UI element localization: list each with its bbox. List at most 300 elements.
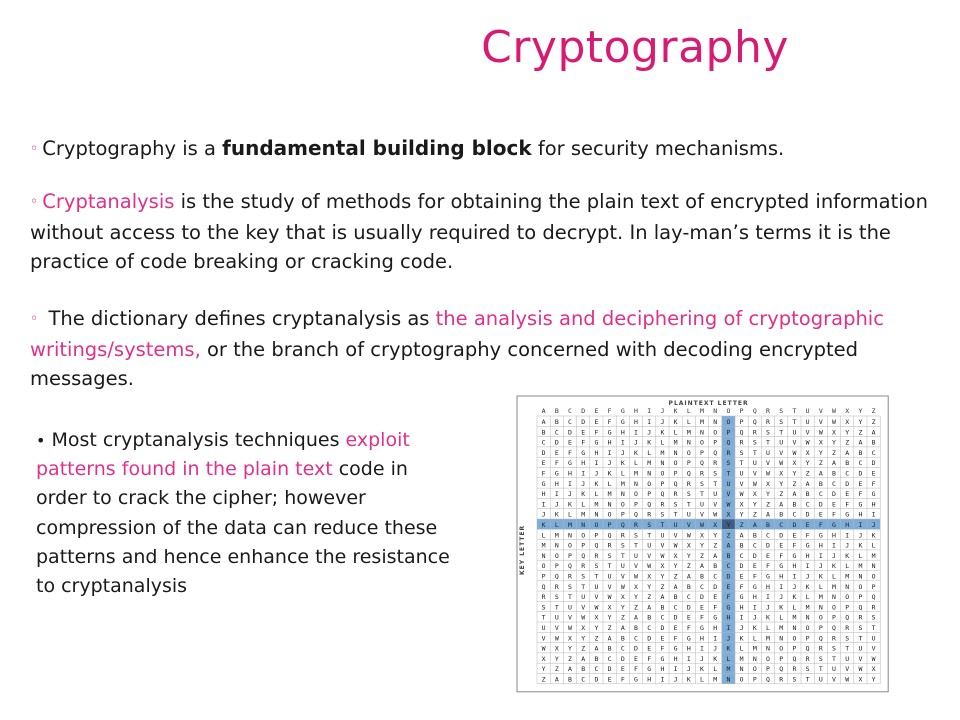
table-cell-letter: E [871, 469, 876, 478]
table-cell-letter: T [673, 510, 678, 519]
table-cell-letter: Z [739, 521, 744, 530]
table-cell-letter: U [845, 654, 850, 663]
table-cell-letter: Z [832, 448, 836, 457]
table-cell-letter: G [752, 582, 757, 591]
table-cell-letter: I [858, 521, 863, 530]
column-header-letter: Q [752, 407, 757, 415]
table-cell-letter: Y [607, 613, 612, 622]
table-cell-letter: Z [634, 603, 638, 612]
table-cell-letter: Y [752, 500, 757, 509]
table-cell-letter: S [766, 428, 770, 437]
column-header-letter: F [607, 407, 612, 415]
table-cell-letter: X [752, 490, 757, 499]
table-cell-letter: O [766, 654, 770, 663]
table-cell-letter: B [541, 428, 546, 437]
table-cell-letter: O [673, 459, 678, 468]
table-cell-letter: U [607, 572, 612, 581]
table-cell-letter: X [581, 624, 586, 633]
table-cell-letter: E [792, 531, 797, 540]
table-cell-letter: S [818, 654, 823, 663]
table-cell-letter: R [620, 531, 625, 540]
table-cell-letter: G [792, 551, 797, 560]
table-cell-letter: D [726, 572, 731, 581]
table-cell-letter: H [805, 551, 810, 560]
table-cell-letter: V [541, 634, 546, 643]
table-cell-letter: Z [845, 438, 850, 447]
table-cell-letter: A [594, 644, 599, 653]
table-cell-letter: G [779, 562, 784, 571]
table-cell-letter: K [607, 469, 612, 478]
table-cell-letter: X [673, 551, 678, 560]
table-cell-letter: V [832, 675, 836, 684]
table-cell-letter: I [739, 613, 744, 622]
table-cell-letter: L [647, 448, 652, 457]
table-cell-letter: H [739, 603, 744, 612]
table-cell-letter: T [581, 582, 586, 591]
table-cell-letter: U [686, 510, 691, 519]
table-cell-letter: F [581, 438, 586, 447]
table-cell-letter: L [541, 531, 546, 540]
table-cell-letter: Q [647, 500, 652, 509]
table-cell-letter: T [686, 500, 691, 509]
bullet-icon: ◦ [30, 311, 39, 327]
table-cell-letter: J [634, 438, 638, 447]
p4-before: Most cryptanalysis techniques [51, 429, 346, 451]
table-cell-letter: W [779, 459, 784, 468]
table-cell-letter: J [858, 531, 863, 540]
table-cell-letter: B [686, 582, 691, 591]
table-cell-letter: C [845, 469, 850, 478]
table-cell-letter: O [726, 418, 731, 427]
table-cell-letter: X [620, 593, 625, 602]
table-cell-letter: J [779, 593, 784, 602]
table-cell-letter: N [805, 613, 810, 622]
table-cell-letter: K [858, 541, 863, 550]
table-cell-letter: G [541, 479, 546, 488]
table-cell-letter: T [647, 531, 652, 540]
table-cell-letter: A [568, 665, 572, 674]
table-cell-letter: Z [647, 593, 652, 602]
table-cell-letter: D [634, 644, 638, 653]
table-cell-letter: H [541, 490, 546, 499]
table-cell-letter: Z [541, 675, 546, 684]
table-cell-letter: G [607, 428, 612, 437]
table-cell-letter: S [686, 490, 691, 499]
table-cell-letter: W [673, 541, 678, 550]
table-cell-letter: W [871, 654, 876, 663]
table-cell-letter: A [832, 459, 836, 468]
table-cell-letter: X [792, 459, 797, 468]
table-cell-letter: I [607, 448, 612, 457]
table-cell-letter: O [647, 479, 652, 488]
p4-highlight: exploit patterns found in the plain text [36, 429, 410, 481]
table-cell-letter: C [660, 613, 665, 622]
table-cell-letter: T [620, 551, 625, 560]
column-header-letter: U [805, 407, 810, 415]
table-cell-letter: A [792, 490, 797, 499]
column-header-letter: Z [871, 407, 876, 415]
table-cell-letter: K [752, 624, 757, 633]
table-cell-letter: S [620, 541, 625, 550]
table-cell-letter: K [660, 428, 665, 437]
table-cell-letter: U [739, 469, 744, 478]
p3-before: The dictionary defines cryptanalysis as [42, 307, 436, 330]
table-cell-letter: S [779, 418, 784, 427]
table-cell-letter: B [739, 541, 744, 550]
table-cell-letter: M [845, 572, 850, 581]
table-cell-letter: T [832, 654, 836, 663]
table-cell-letter: M [620, 479, 625, 488]
table-cell-letter: X [739, 500, 744, 509]
table-cell-letter: K [594, 479, 599, 488]
table-cell-letter: X [858, 675, 863, 684]
table-cell-letter: P [845, 603, 850, 612]
table-cell-letter: J [700, 654, 704, 663]
table-cell-letter: D [858, 469, 863, 478]
table-cell-letter: K [634, 448, 638, 457]
table-cell-letter: S [832, 644, 836, 653]
table-cell-letter: A [845, 448, 850, 457]
table-cell-letter: B [673, 593, 678, 602]
table-cell-letter: F [607, 418, 612, 427]
table-cell-letter: T [700, 490, 704, 499]
table-cell-letter: A [752, 521, 757, 530]
table-cell-letter: U [871, 634, 876, 643]
table-cell-letter: B [568, 675, 572, 684]
table-cell-letter: X [700, 531, 704, 540]
table-cell-letter: Q [660, 490, 665, 499]
table-cell-letter: W [726, 500, 731, 509]
table-cell-letter: K [713, 654, 718, 663]
table-cell-letter: I [620, 438, 625, 447]
table-cell-letter: U [634, 551, 638, 560]
table-cell-letter: L [832, 572, 836, 581]
table-cell-letter: V [858, 654, 863, 663]
table-cell-letter: B [805, 490, 810, 499]
table-cell-letter: Q [568, 562, 572, 571]
table-cell-letter: Z [858, 428, 863, 437]
table-cell-letter: K [620, 459, 625, 468]
table-cell-letter: M [686, 428, 691, 437]
table-cell-letter: O [818, 613, 823, 622]
table-cell-letter: J [726, 634, 731, 643]
table-cell-letter: S [594, 562, 599, 571]
table-cell-letter: R [660, 500, 665, 509]
table-cell-letter: A [766, 510, 770, 519]
table-cell-letter: S [647, 521, 652, 530]
table-cell-letter: I [634, 428, 638, 437]
table-cell-letter: U [541, 624, 546, 633]
table-cell-letter: W [713, 510, 718, 519]
table-cell-letter: N [779, 634, 784, 643]
table-cell-letter: J [739, 624, 744, 633]
table-cell-letter: L [766, 624, 770, 633]
table-cell-letter: V [607, 582, 612, 591]
table-cell-letter: B [700, 572, 704, 581]
table-cell-letter: X [713, 521, 718, 530]
table-cell-letter: X [779, 469, 784, 478]
table-cell-letter: S [673, 500, 678, 509]
p4-after: code in order to crack the cipher; however compression of the data can reduce these patterns and hence enhance the resistance to cryptanalysis [36, 458, 450, 598]
table-cell-letter: I [581, 469, 586, 478]
table-cell-letter: K [726, 644, 731, 653]
table-cell-letter: C [818, 490, 823, 499]
table-cell-letter: L [673, 428, 678, 437]
table-cell-letter: D [647, 634, 652, 643]
table-cell-letter: R [766, 418, 770, 427]
table-cell-letter: B [607, 644, 612, 653]
table-cell-letter: D [752, 551, 757, 560]
table-cell-letter: O [568, 541, 572, 550]
table-cell-letter: H [858, 510, 863, 519]
table-cell-letter: I [779, 582, 784, 591]
table-cell-letter: Y [858, 418, 863, 427]
table-cell-letter: G [739, 593, 744, 602]
table-cell-letter: A [805, 479, 810, 488]
table-cell-letter: J [792, 582, 797, 591]
table-cell-letter: R [818, 644, 823, 653]
table-cell-letter: D [673, 613, 678, 622]
table-cell-letter: N [752, 654, 757, 663]
table-cell-letter: J [541, 510, 546, 519]
table-cell-letter: J [554, 500, 559, 509]
table-cell-letter: R [713, 459, 718, 468]
column-header-letter: V [818, 407, 823, 415]
table-cell-letter: N [673, 448, 678, 457]
table-cell-letter: F [673, 634, 678, 643]
table-cell-letter: D [554, 438, 559, 447]
table-cell-letter: E [554, 448, 559, 457]
table-cell-letter: S [858, 624, 863, 633]
table-cell-letter: P [779, 654, 784, 663]
table-cell-letter: P [739, 418, 744, 427]
table-cell-letter: Y [568, 644, 572, 653]
table-cell-letter: P [832, 613, 836, 622]
table-cell-letter: M [805, 603, 810, 612]
table-cell-letter: L [792, 603, 797, 612]
table-cell-letter: E [832, 500, 836, 509]
table-cell-letter: E [726, 582, 731, 591]
table-cell-letter: Y [766, 490, 770, 499]
table-cell-letter: L [805, 593, 810, 602]
table-cell-letter: H [818, 541, 823, 550]
table-cell-letter: I [832, 541, 836, 550]
table-cell-letter: M [818, 593, 823, 602]
table-cell-letter: J [673, 675, 678, 684]
table-cell-letter: R [700, 469, 704, 478]
table-cell-letter: F [594, 428, 599, 437]
table-cell-letter: D [713, 582, 718, 591]
table-cell-letter: A [739, 531, 744, 540]
table-cell-letter: Z [554, 665, 559, 674]
table-cell-letter: K [541, 521, 546, 530]
table-cell-letter: H [752, 593, 757, 602]
table-cell-letter: A [634, 613, 638, 622]
table-cell-letter: U [554, 613, 559, 622]
table-cell-letter: N [845, 582, 850, 591]
table-cell-letter: L [686, 418, 691, 427]
table-cell-letter: T [660, 521, 665, 530]
table-cell-letter: O [792, 634, 797, 643]
table-cell-letter: U [660, 531, 665, 540]
table-cell-letter: B [845, 459, 850, 468]
table-cell-letter: J [594, 469, 599, 478]
table-cell-letter: R [568, 572, 572, 581]
table-cell-letter: F [739, 582, 744, 591]
table-cell-letter: L [752, 634, 757, 643]
table-cell-letter: I [541, 500, 546, 509]
table-cell-letter: N [554, 541, 559, 550]
table-cell-letter: C [766, 531, 770, 540]
table-cell-letter: B [554, 418, 559, 427]
table-cell-letter: U [805, 418, 810, 427]
table-cell-letter: B [752, 531, 757, 540]
table-cell-letter: L [568, 510, 572, 519]
table-cell-letter: J [832, 551, 836, 560]
column-header-letter: E [594, 407, 599, 415]
table-cell-letter: Y [871, 675, 876, 684]
table-cell-letter: F [541, 469, 546, 478]
table-cell-letter: S [713, 469, 718, 478]
table-cell-letter: I [845, 531, 850, 540]
table-cell-letter: O [832, 603, 836, 612]
table-cell-letter: M [739, 654, 744, 663]
table-cell-letter: U [752, 459, 757, 468]
column-header-letter: R [766, 407, 770, 415]
table-cell-letter: S [700, 479, 704, 488]
table-cell-letter: A [871, 428, 876, 437]
table-cell-letter: Z [686, 562, 691, 571]
table-cell-letter: U [818, 675, 823, 684]
table-cell-letter: L [858, 551, 863, 560]
table-cell-letter: Q [871, 593, 876, 602]
table-cell-letter: R [779, 675, 784, 684]
table-cell-letter: P [686, 459, 691, 468]
table-cell-letter: J [581, 479, 586, 488]
table-cell-letter: E [766, 551, 770, 560]
table-cell-letter: E [607, 675, 612, 684]
table-cell-letter: I [752, 603, 757, 612]
table-cell-letter: Z [818, 459, 823, 468]
table-cell-letter: Y [647, 582, 652, 591]
table-cell-letter: M [713, 675, 718, 684]
table-cell-letter: Y [805, 459, 810, 468]
table-cell-letter: Y [792, 469, 797, 478]
table-cell-letter: Y [581, 634, 586, 643]
table-cell-letter: G [620, 418, 625, 427]
table-cell-letter: N [581, 521, 586, 530]
table-cell-letter: G [832, 521, 836, 530]
table-cell-letter: D [541, 448, 546, 457]
table-cell-letter: K [779, 603, 784, 612]
table-cell-letter: P [554, 562, 559, 571]
table-cell-letter: G [660, 654, 665, 663]
table-cell-letter: Q [752, 418, 757, 427]
table-cell-letter: G [686, 634, 691, 643]
table-cell-letter: K [805, 582, 810, 591]
table-cell-letter: O [686, 448, 691, 457]
p1-after: for security mechanisms. [531, 137, 785, 160]
table-cell-letter: P [858, 593, 863, 602]
table-cell-letter: Q [832, 624, 836, 633]
bullet-icon: ◦ [30, 141, 39, 157]
table-cell-letter: Y [845, 428, 850, 437]
table-cell-letter: R [739, 438, 744, 447]
table-cell-letter: I [700, 644, 704, 653]
table-cell-letter: Z [660, 582, 665, 591]
table-cell-letter: O [620, 500, 625, 509]
table-cell-letter: J [805, 572, 810, 581]
table-cell-letter: Q [554, 572, 559, 581]
table-cell-letter: W [554, 634, 559, 643]
table-cell-letter: Z [792, 479, 797, 488]
table-side-label: KEY LETTER [519, 524, 526, 575]
table-cell-letter: R [845, 624, 850, 633]
table-cell-letter: W [766, 469, 770, 478]
table-cell-letter: Z [673, 572, 678, 581]
table-cell-letter: D [594, 675, 599, 684]
table-cell-letter: J [607, 459, 612, 468]
bullet-building-block [30, 134, 930, 165]
table-cell-letter: N [607, 500, 612, 509]
table-cell-letter: S [871, 613, 876, 622]
table-cell-letter: E [752, 562, 757, 571]
table-cell-letter: Y [686, 551, 691, 560]
table-cell-letter: N [647, 469, 652, 478]
table-cell-letter: P [620, 510, 625, 519]
table-cell-letter: Y [832, 438, 836, 447]
table-cell-letter: U [568, 603, 572, 612]
table-cell-letter: H [832, 531, 836, 540]
table-cell-letter: B [660, 603, 665, 612]
table-cell-letter: N [766, 644, 770, 653]
table-cell-letter: U [594, 582, 599, 591]
table-cell-letter: L [594, 490, 599, 499]
table-cell-letter: H [871, 500, 876, 509]
table-cell-letter: N [660, 459, 665, 468]
table-cell-letter: W [792, 448, 797, 457]
column-header-letter: T [792, 407, 797, 415]
table-cell-letter: W [594, 603, 599, 612]
table-cell-letter: A [541, 418, 546, 427]
table-cell-letter: F [805, 531, 810, 540]
table-cell-letter: J [818, 562, 823, 571]
table-cell-letter: O [541, 562, 546, 571]
table-cell-letter: G [858, 500, 863, 509]
table-cell-letter: C [832, 479, 836, 488]
table-cell-letter: P [581, 541, 586, 550]
table-cell-letter: B [792, 500, 797, 509]
table-cell-letter: B [620, 634, 625, 643]
table-cell-letter: O [594, 521, 599, 530]
table-cell-letter: N [620, 490, 625, 499]
table-cell-letter: R [634, 521, 638, 530]
table-cell-letter: J [568, 490, 572, 499]
table-cell-letter: C [871, 448, 876, 457]
table-cell-letter: G [818, 531, 823, 540]
table-cell-letter: O [871, 572, 876, 581]
table-cell-letter: Z [752, 510, 757, 519]
p2-rest: is the study of methods for obtaining the plain text of encrypted information without access to the key that is usually required to decrypt. In lay-man’s terms it is the practice of code breaking or cracking code. [30, 190, 928, 273]
table-cell-letter: Y [660, 572, 665, 581]
table-cell-letter: I [805, 562, 810, 571]
table-cell-letter: C [726, 562, 731, 571]
table-cell-letter: M [766, 634, 770, 643]
table-cell-letter: H [686, 644, 691, 653]
table-cell-letter: G [726, 603, 731, 612]
bullet-dictionary-definition [30, 304, 930, 394]
table-cell-letter: W [805, 438, 810, 447]
